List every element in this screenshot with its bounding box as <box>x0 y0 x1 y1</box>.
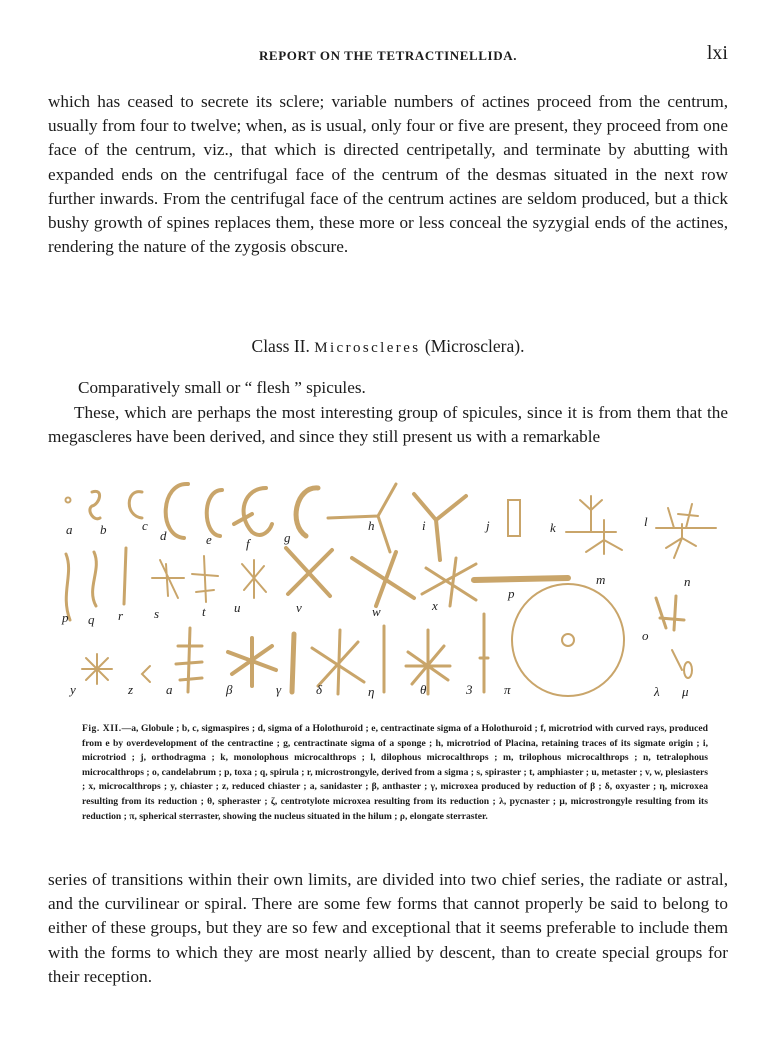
caption-label: Fig. XII. <box>82 723 122 734</box>
running-title: REPORT ON THE TETRACTINELLIDA. <box>258 48 518 63</box>
label-g: g <box>284 530 291 545</box>
label-e: e <box>206 532 212 547</box>
spicule-w <box>352 552 414 606</box>
spicule-j <box>508 500 520 536</box>
label-mu: μ <box>682 684 689 699</box>
label-v: v <box>296 600 302 615</box>
label-p-toxa: p <box>508 586 515 601</box>
spicule-t <box>192 556 218 602</box>
figure-caption <box>82 722 708 824</box>
label-r: r <box>118 608 124 623</box>
label-lambda: λ <box>654 684 660 699</box>
label-a: a <box>66 522 73 537</box>
body-paragraph-3: These, which are perhaps the most interesting group of spicules, since it is from them that the megascleres have been derived, and since they still present us with a remarkable <box>48 403 728 447</box>
spicule-pi-nucleus <box>562 634 574 646</box>
label-c: c <box>142 518 148 533</box>
spicule-r <box>124 548 126 604</box>
label-y: y <box>70 682 76 697</box>
label-h: h <box>368 518 375 533</box>
label-m: m <box>596 572 606 587</box>
spicule-figure <box>56 474 726 704</box>
label-gamma: γ <box>276 682 282 697</box>
body-paragraph-2: Comparatively small or “ flesh ” spicules. <box>78 378 366 397</box>
label-k: k <box>550 520 556 535</box>
spicule-g <box>296 488 318 536</box>
spicule-u <box>242 560 266 598</box>
label-j: j <box>486 518 490 533</box>
label-q: q <box>88 612 95 627</box>
label-w: w <box>372 604 381 619</box>
spicule-pi <box>512 584 624 696</box>
spicule-s <box>152 560 184 598</box>
spicule-beta <box>228 638 276 686</box>
label-d: d <box>160 528 167 543</box>
label-f: f <box>246 536 250 551</box>
spicule-y <box>82 654 112 684</box>
spicule-q <box>93 552 97 606</box>
label-z: z <box>128 682 134 697</box>
label-p: p <box>62 610 69 625</box>
body-paragraph-1: which has ceased to secrete its sclere; variable numbers of actines proceed from the centrum, usually from four to twelve; when, as is usual, only four or five are present, they proceed from one face of the centrum, viz., that which is directed centripetally, and terminate by abutting with expanded ends on the centrifugal face of the centrum of the desmas situated in the next row further inwards. From the centrifugal face of the centrum actines are seldom produced, but a thick bushy growth of spines replaces them, these more or less conceal the syzygial ends of the actines, rendering the nature of the zygosis obscure. <box>48 92 728 257</box>
spicule-p2 <box>474 578 568 580</box>
spicule-gamma <box>292 634 294 692</box>
spicule-zeta <box>480 614 488 692</box>
label-x: x <box>432 598 438 613</box>
spicule-z <box>142 666 150 682</box>
spicule-d <box>166 484 188 538</box>
spicule-e <box>207 490 222 536</box>
spicule-f <box>234 488 272 535</box>
spicule-h <box>328 484 396 552</box>
label-zeta: 3 <box>466 682 473 697</box>
spicule-a <box>66 498 71 503</box>
heading-smallcaps: Microscleres <box>314 340 421 356</box>
label-eta: η <box>368 684 375 699</box>
spicule-theta <box>406 630 450 694</box>
spicule-l <box>656 504 716 528</box>
label-t: t <box>202 604 206 619</box>
page-number: lxi <box>706 42 728 64</box>
label-l: l <box>644 514 648 529</box>
spicule-n <box>666 524 696 558</box>
spicule-alpha <box>176 628 202 692</box>
body-paragraph-4: series of transitions within their own limits, are divided into two chief series, the radiate or astral, and the curvilinear or spiral. There are some few forms that cannot properly be said to belong to either of these groups, but they are so few and exceptional that it seems preferable to include them with the forms to which they are most nearly allied by descent, than to create special groups for their reception. <box>48 870 728 986</box>
spicule-x <box>422 558 476 606</box>
label-theta: θ <box>420 682 427 697</box>
section-heading <box>0 336 776 357</box>
label-o: o <box>642 628 649 643</box>
spicule-v <box>286 548 332 596</box>
heading-prefix: Class II. <box>251 336 310 356</box>
label-alpha: a <box>166 682 173 697</box>
caption-text: —a, Globule ; b, c, sigmaspires ; d, sigma of a Holothuroid ; e, centractinate sigma of a Holothuroid ; f, microtriod with curved rays, produced from e by overdevelopment of the centractine ; g, centractinate sigma of a sponge ; h, microtriod of Placina, retaining traces of its sigmate origin ; i, microtriod ; j, orthodragma ; k, monolophous microcalthrops ; l, dilophous microcalthrops ; m, trilophous microcalthrops ; n, tetralophous microcalthrops ; o, candelabrum ; p, toxa ; q, spirula ; r, microstrongyle, derived from a sigma ; s, spiraster ; t, amphiaster ; u, metaster ; v, w, plesiasters ; x, microcalthrops ; y, chiaster ; z, reduced chiaster ; a, sanidaster ; β, anthaster ; γ, microxea produced by reduction of β ; δ, oxyaster ; η, microxea resulting from its reduction ; θ, spheraster ; ζ, centrotylote microxea resulting from its reduction ; λ, pycnaster ; μ, microstrongyle resulting from its reduction ; π, spherical sterraster, showing the nucleus situated in the hilum ; ρ, elongate sterraster. <box>82 723 708 822</box>
label-pi: π <box>504 682 511 697</box>
spicule-k <box>566 496 616 532</box>
label-u: u <box>234 600 241 615</box>
label-b: b <box>100 522 107 537</box>
heading-suffix: (Microsclera). <box>424 336 525 356</box>
label-s: s <box>154 606 160 621</box>
page-header <box>48 44 728 68</box>
spicule-b <box>90 491 100 518</box>
spicule-c <box>129 492 142 518</box>
label-beta: β <box>226 682 233 697</box>
spicule-o <box>656 596 684 630</box>
label-delta: δ <box>316 682 323 697</box>
spicule-mu <box>684 662 692 678</box>
label-n: n <box>684 574 691 589</box>
spicule-plate <box>56 474 726 704</box>
label-i: i <box>422 518 426 533</box>
spicule-lambda <box>672 650 682 670</box>
